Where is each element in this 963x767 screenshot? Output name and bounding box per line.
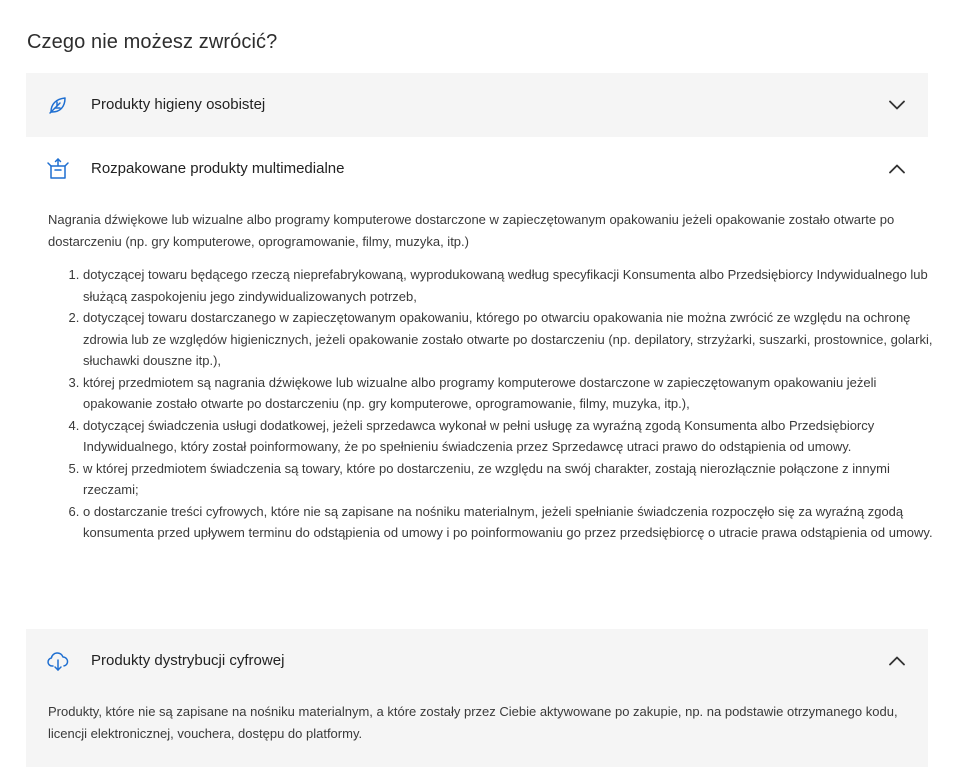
chevron-down-icon[interactable] xyxy=(888,97,906,113)
list-item: 4. dotyczącej świadczenia usługi dodatkowej, jeżeli sprzedawca wykonał w pełni usługę za wyraźną zgodą Konsumenta albo Przedsiębiorcy Indywidualnego, który został poinformowany, że po spełnieniu świadczenia przez Sprzedawcę utraci prawo do odstąpienia od umowy. xyxy=(83,415,943,458)
list-item: 5. w której przedmiotem świadczenia są towary, które po dostarczeniu, ze względu na swój charakter, zostają nierozłącznie połączone z innymi rzeczami; xyxy=(83,458,943,501)
accordion-header-digital[interactable] xyxy=(26,629,928,693)
accordion-description-digital: Produkty, które nie są zapisane na nośniku materialnym, a które zostały przez Ciebie aktywowane po zakupie, np. na podstawie otrzymanego kodu, licencji elektronicznej, vouchera, dostępu do platformy. xyxy=(48,704,898,741)
list-item: 3. której przedmiotem są nagrania dźwiękowe lub wizualne albo programy komputerowe dostarczone w zapieczętowanym opakowaniu jeżeli opakowanie zostało otwarte po dostarczeniu (np. gry komputerowe, oprogramowanie, filmy, muzyka, itp.), xyxy=(83,372,943,415)
chevron-up-icon[interactable] xyxy=(888,161,906,177)
accordion-label-hygiene: Produkty higieny osobistej xyxy=(91,96,266,113)
accordion-label-digital: Produkty dystrybucji cyfrowej xyxy=(91,652,285,669)
list-item: 1. dotyczącej towaru będącego rzeczą nieprefabrykowaną, wyprodukowaną według specyfikacji Konsumenta albo Przedsiębiorcy Indywidualnego lub służącą zaspokojeniu jego zindywidualizowanych potrzeb, xyxy=(83,264,943,307)
accordion-header-multimedia[interactable] xyxy=(26,137,928,201)
accordion-hygiene xyxy=(26,73,928,137)
list-item: 6. o dostarczanie treści cyfrowych, które nie są zapisane na nośniku materialnym, jeżeli spełnianie świadczenia rozpoczęło się za wyraźną zgodą konsumenta przed upływem terminu do odstąpienia od umowy i po poinformowaniu go przez przedsiębiorcę o utracie prawa odstąpienia od umowy. xyxy=(83,501,943,544)
accordion-multimedia xyxy=(26,137,933,610)
accordion-label-multimedia: Rozpakowane produkty multimedialne xyxy=(91,160,345,177)
list-item: 2. dotyczącej towaru dostarczanego w zapieczętowanym opakowaniu, którego po otwarciu opakowania nie można zwrócić ze względu na ochronę zdrowia lub ze względów higienicznych, jeżeli opakowanie zostało otwarte po dostarczeniu (np. depilatory, strzyżarki, suszarki, prostownice, golarki, słuchawki douszne itp.), xyxy=(83,307,943,372)
cloud-download-icon xyxy=(46,649,70,673)
accordion-header-hygiene[interactable] xyxy=(26,73,928,137)
accordion-digital xyxy=(26,629,928,767)
open-box-icon xyxy=(46,157,70,181)
accordion-description-multimedia: Nagrania dźwiękowe lub wizualne albo programy komputerowe dostarczone w zapieczętowanym opakowaniu jeżeli opakowanie zostało otwarte po dostarczeniu (np. gry komputerowe, oprogramowanie, filmy, muzyka, itp.) xyxy=(48,212,895,249)
page-title: Czego nie możesz zwrócić? xyxy=(27,30,278,53)
chevron-up-icon[interactable] xyxy=(888,653,906,669)
leaf-icon xyxy=(46,93,70,117)
exclusions-list xyxy=(48,264,943,544)
